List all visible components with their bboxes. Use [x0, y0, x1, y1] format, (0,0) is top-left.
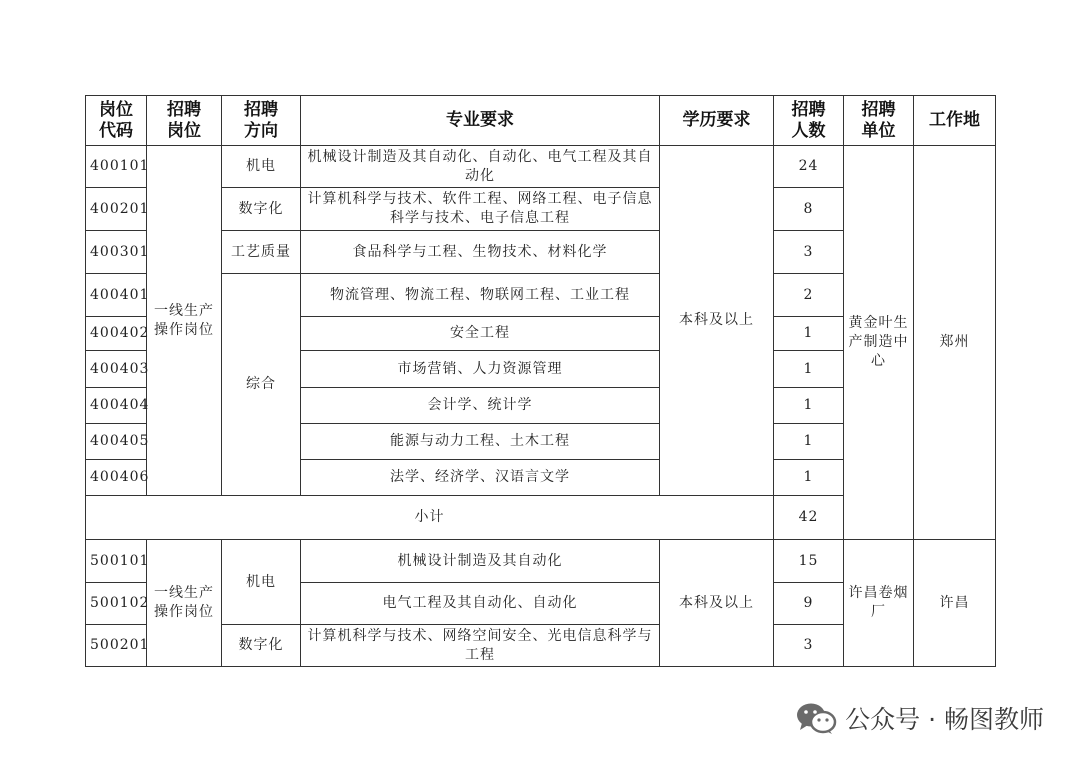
header-post: 招聘 岗位 [147, 96, 222, 146]
education-requirement: 本科及以上 [660, 540, 774, 667]
position-code: 500101 [86, 540, 147, 583]
major-requirement: 安全工程 [301, 317, 660, 351]
major-requirement: 市场营销、人力资源管理 [301, 351, 660, 388]
recruit-count: 8 [774, 188, 844, 231]
major-requirement: 计算机科学与技术、软件工程、网络工程、电子信息科学与技术、电子信息工程 [301, 188, 660, 231]
wechat-icon [795, 701, 837, 735]
recruit-post: 一线生产 操作岗位 [147, 146, 222, 496]
recruit-unit: 黄金叶生 产制造中 心 [844, 146, 914, 540]
recruit-direction: 机电 [222, 540, 301, 625]
recruit-direction: 数字化 [222, 188, 301, 231]
position-code: 400404 [86, 388, 147, 424]
recruit-count: 3 [774, 231, 844, 274]
recruit-count: 1 [774, 351, 844, 388]
header-direction: 招聘 方向 [222, 96, 301, 146]
watermark [795, 700, 1044, 736]
subtotal-value: 42 [774, 496, 844, 540]
position-code: 400101 [86, 146, 147, 188]
position-code: 500201 [86, 625, 147, 667]
major-requirement: 电气工程及其自动化、自动化 [301, 583, 660, 625]
major-requirement: 机械设计制造及其自动化 [301, 540, 660, 583]
header-location: 工作地 [914, 96, 996, 146]
recruit-direction: 机电 [222, 146, 301, 188]
major-requirement: 物流管理、物流工程、物联网工程、工业工程 [301, 274, 660, 317]
table-row [86, 146, 996, 188]
education-requirement: 本科及以上 [660, 146, 774, 496]
recruitment-table [85, 95, 996, 667]
table-row [86, 540, 996, 583]
major-requirement: 机械设计制造及其自动化、自动化、电气工程及其自动化 [301, 146, 660, 188]
recruit-count: 15 [774, 540, 844, 583]
recruit-post: 一线生产 操作岗位 [147, 540, 222, 667]
position-code: 400301 [86, 231, 147, 274]
header-education: 学历要求 [660, 96, 774, 146]
recruit-direction: 工艺质量 [222, 231, 301, 274]
recruit-count: 1 [774, 388, 844, 424]
recruit-count: 1 [774, 460, 844, 496]
recruit-count: 9 [774, 583, 844, 625]
header-unit: 招聘 单位 [844, 96, 914, 146]
position-code: 500102 [86, 583, 147, 625]
work-location: 郑州 [914, 146, 996, 540]
position-code: 400401 [86, 274, 147, 317]
header-row [86, 96, 996, 146]
header-code: 岗位 代码 [86, 96, 147, 146]
major-requirement: 能源与动力工程、土木工程 [301, 424, 660, 460]
major-requirement: 会计学、统计学 [301, 388, 660, 424]
recruit-count: 2 [774, 274, 844, 317]
recruit-direction: 数字化 [222, 625, 301, 667]
recruit-direction: 综合 [222, 274, 301, 496]
position-code: 400406 [86, 460, 147, 496]
major-requirement: 法学、经济学、汉语言文学 [301, 460, 660, 496]
position-code: 400201 [86, 188, 147, 231]
recruit-unit: 许昌卷烟 厂 [844, 540, 914, 667]
position-code: 400402 [86, 317, 147, 351]
work-location: 许昌 [914, 540, 996, 667]
header-count: 招聘 人数 [774, 96, 844, 146]
watermark-text: 公众号 · 畅图教师 [845, 705, 1044, 734]
major-requirement: 食品科学与工程、生物技术、材料化学 [301, 231, 660, 274]
recruit-count: 1 [774, 317, 844, 351]
recruit-count: 1 [774, 424, 844, 460]
header-major: 专业要求 [301, 96, 660, 146]
subtotal-label: 小计 [86, 496, 774, 540]
position-code: 400403 [86, 351, 147, 388]
major-requirement: 计算机科学与技术、网络空间安全、光电信息科学与工程 [301, 625, 660, 667]
recruit-count: 3 [774, 625, 844, 667]
position-code: 400405 [86, 424, 147, 460]
recruit-count: 24 [774, 146, 844, 188]
